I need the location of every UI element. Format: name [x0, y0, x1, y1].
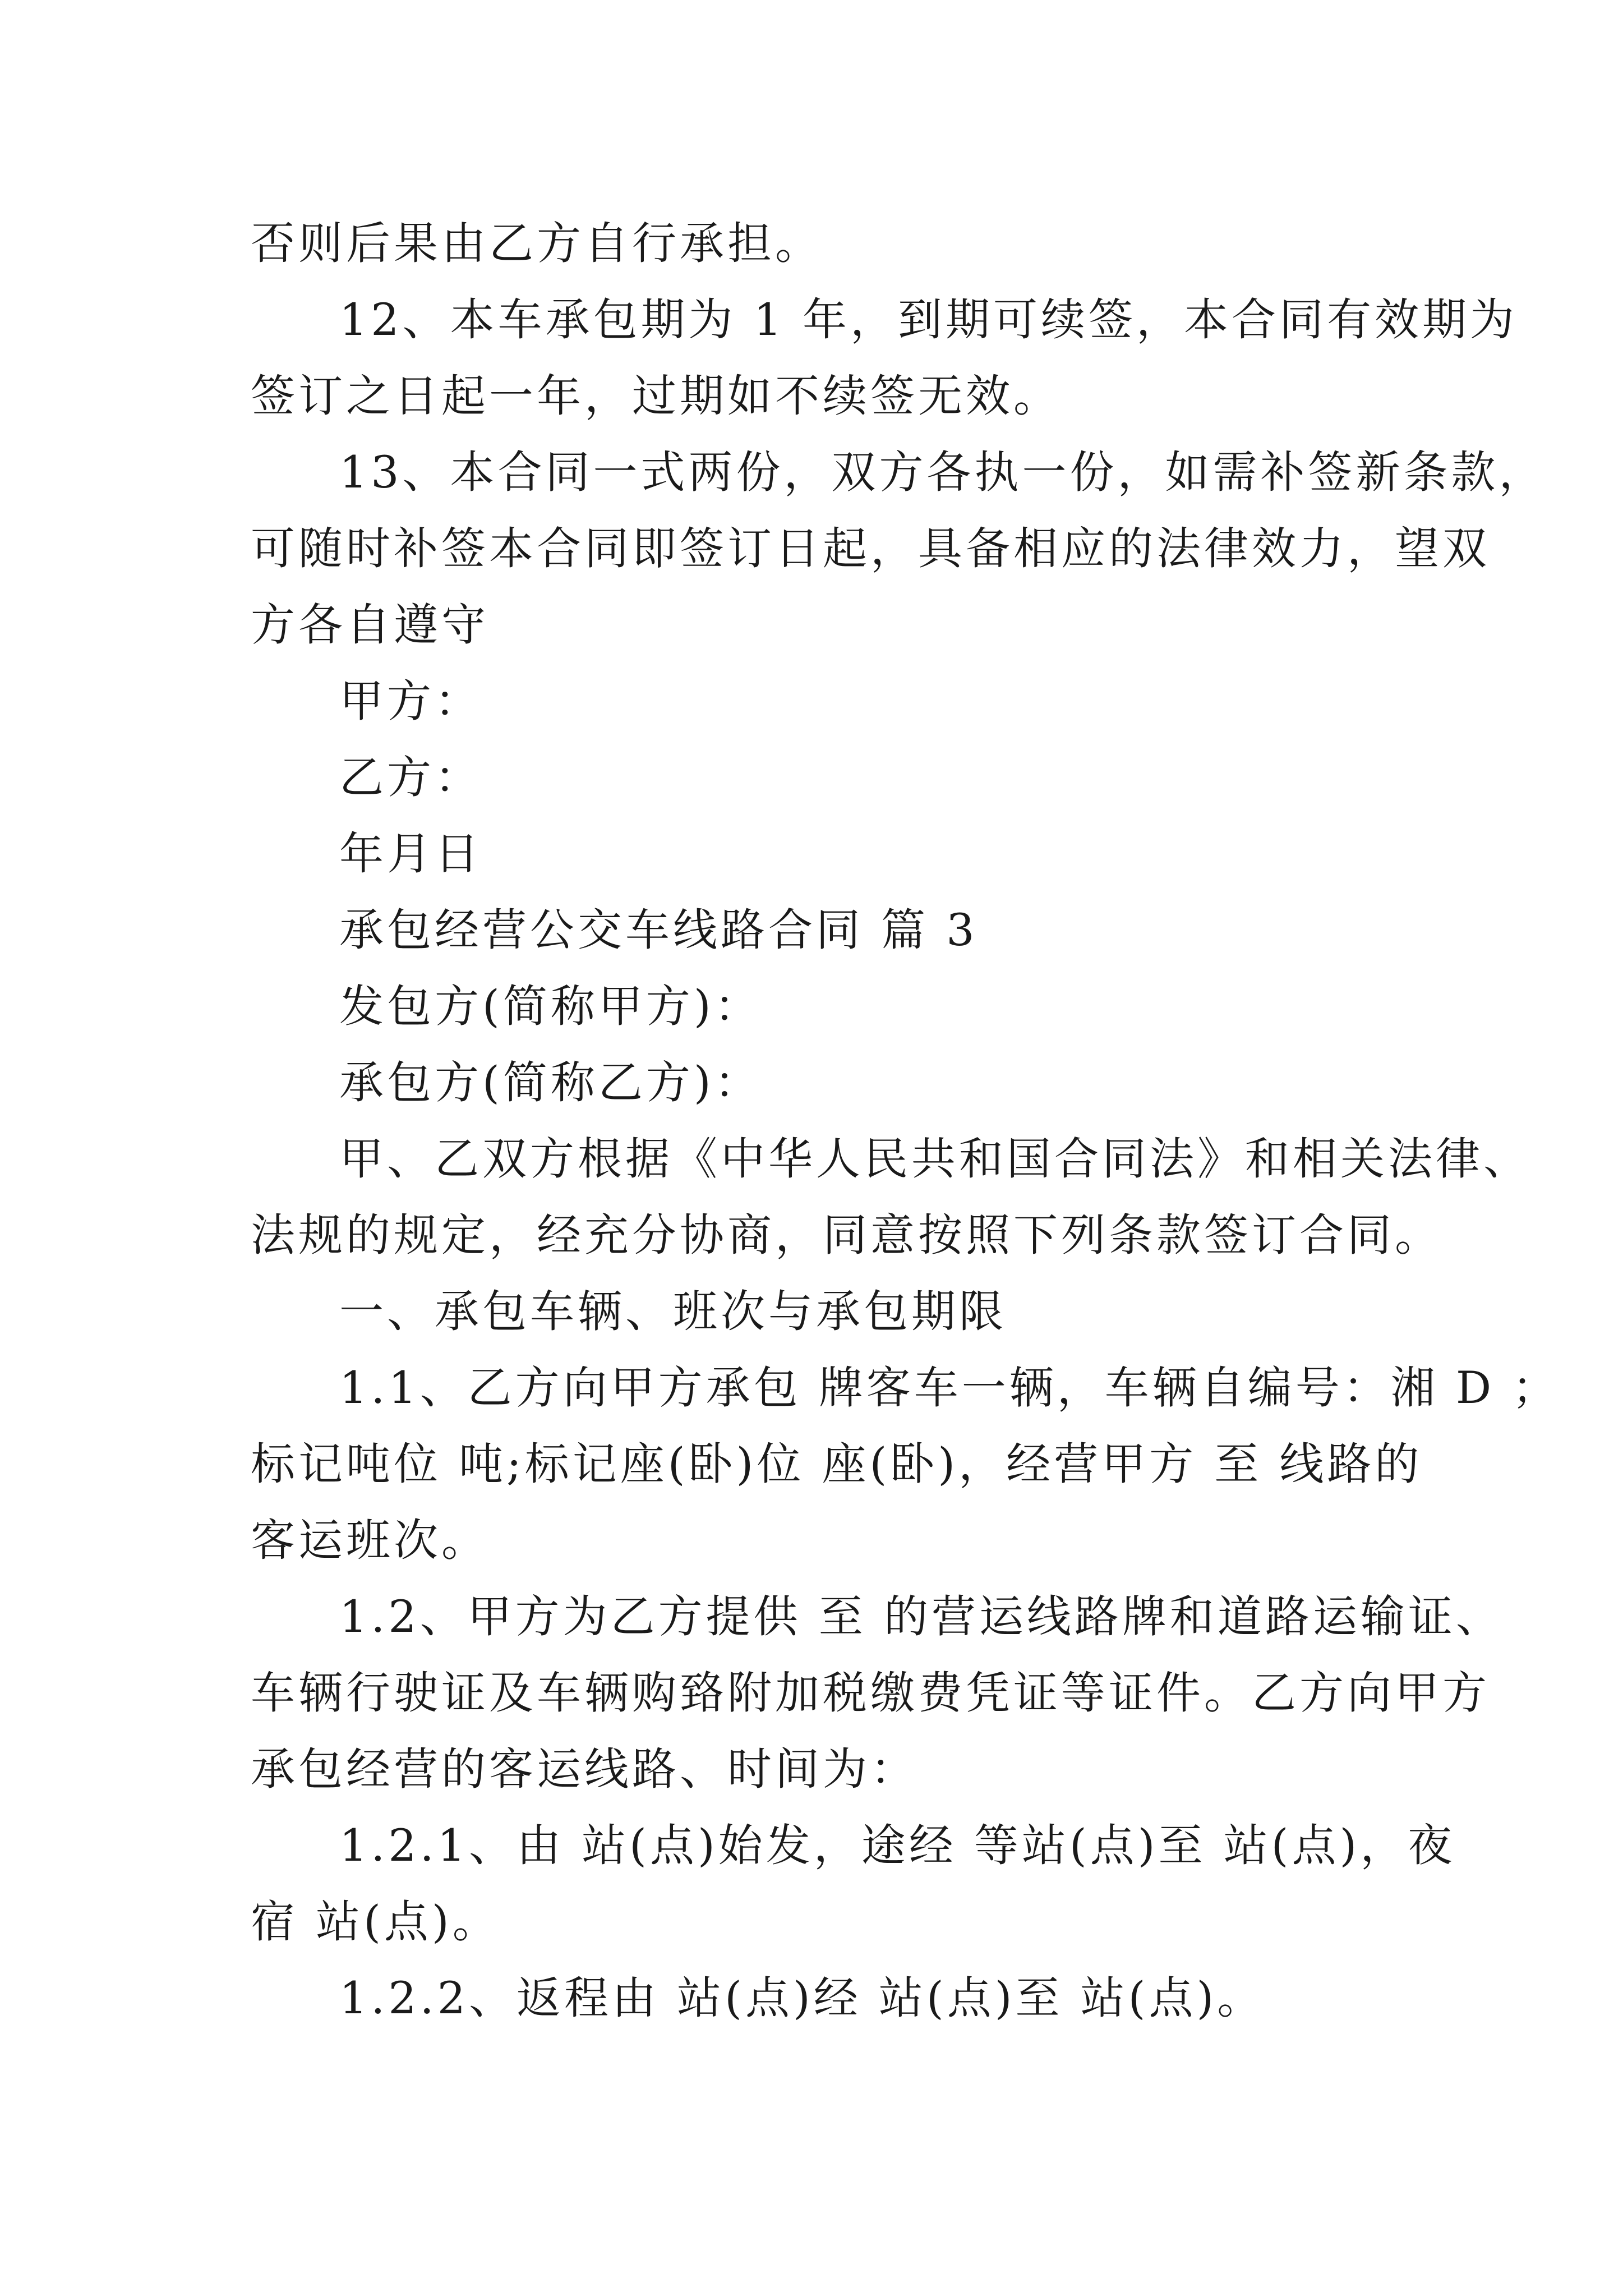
- document-body: [251, 205, 1560, 2036]
- text-line: 12、本车承包期为 1 年，到期可续签，本合同有效期为: [339, 294, 1518, 346]
- text-line: 宿 站(点)。: [251, 1896, 500, 1948]
- text-line: 1.2、甲方为乙方提供 至 的营运线路牌和道路运输证、: [339, 1591, 1504, 1642]
- text-line: 标记吨位 吨;标记座(卧)位 座(卧)，经营甲方 至 线路的: [251, 1438, 1423, 1490]
- signature-label-party-b: 乙方：: [339, 752, 482, 803]
- text-line: 1.2.2、返程由 站(点)经 站(点)至 站(点)。: [339, 1972, 1265, 2024]
- section-title: 承包经营公交车线路合同 篇 3: [339, 904, 978, 956]
- date-label: 年月日: [339, 828, 482, 880]
- text-line: 1.1、乙方向甲方承包 牌客车一辆，车辆自编号：湘 D ；: [339, 1362, 1560, 1414]
- text-line: 1.2.1、由 站(点)始发，途经 等站(点)至 站(点)，夜: [339, 1820, 1456, 1871]
- text-line: 客运班次。: [251, 1515, 489, 1566]
- signature-label-party-a: 甲方：: [339, 675, 482, 727]
- text-line: 否则后果由乙方自行承担。: [251, 218, 823, 269]
- text-line: 承包方(简称乙方)：: [339, 1057, 762, 1108]
- text-line: 可随时补签本合同即签订日起，具备相应的法律效力，望双: [251, 523, 1490, 574]
- text-line: 签订之日起一年，过期如不续签无效。: [251, 370, 1061, 422]
- text-line: 车辆行驶证及车辆购臵附加税缴费凭证等证件。乙方向甲方: [251, 1667, 1490, 1719]
- text-line: 13、本合同一式两份，双方各执一份，如需补签新条款，: [339, 447, 1547, 498]
- text-line: 承包经营的客运线路、时间为：: [251, 1743, 918, 1795]
- text-line: 法规的规定，经充分协商，同意按照下列条款签订合同。: [251, 1209, 1442, 1261]
- text-line: 甲、乙双方根据《中华人民共和国合同法》和相关法律、: [339, 1133, 1531, 1185]
- clause-heading: 一、承包车辆、班次与承包期限: [339, 1286, 1007, 1337]
- text-line: 发包方(简称甲方)：: [339, 981, 762, 1032]
- text-line: 方各自遵守: [251, 599, 489, 651]
